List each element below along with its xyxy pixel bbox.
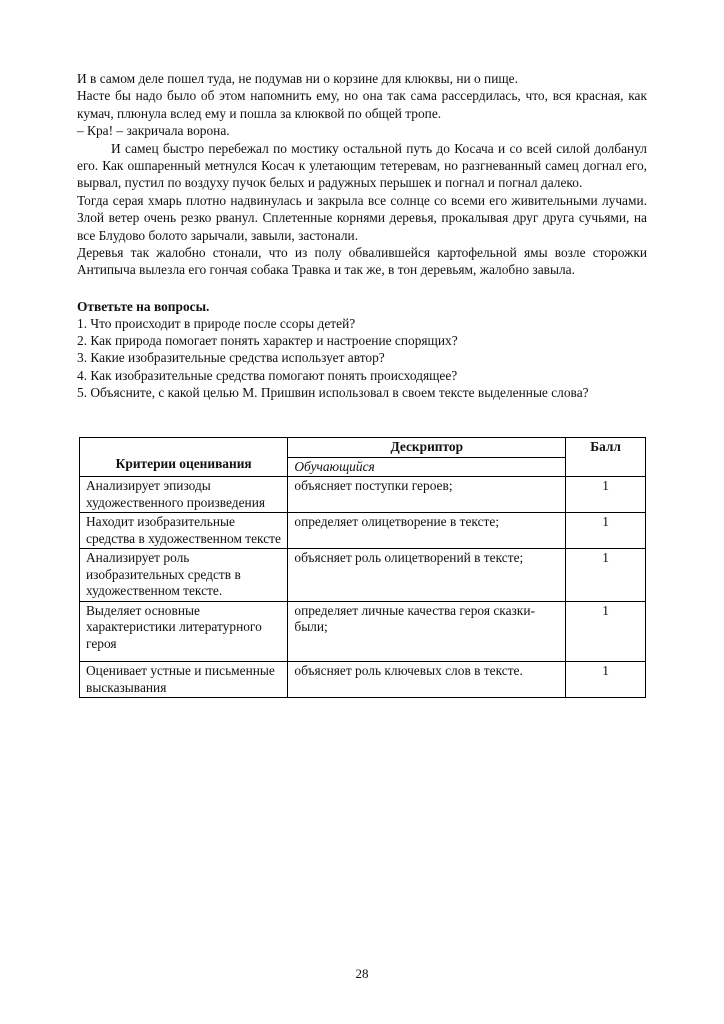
subheader-learner: Обучающийся (288, 457, 566, 477)
criterion-cell: Анализирует роль изобразительных средств в художественном тексте. (80, 549, 288, 602)
score-cell: 1 (566, 549, 646, 602)
descriptor-cell: объясняет поступки героев; (288, 477, 566, 513)
descriptor-cell: определяет личные качества героя сказки-были; (288, 601, 566, 662)
header-score: Балл (566, 438, 646, 477)
paragraph: И в самом деле пошел туда, не подумав ни о корзине для клюквы, ни о пище. (77, 71, 518, 86)
score-cell: 1 (566, 513, 646, 549)
score-cell: 1 (566, 601, 646, 662)
paragraph: И самец быстро перебежал по мостику остальной путь до Косача и со всей силой долбанул его. Как ошпаренный метнулся Косач к улетающим тетеревам, но разгневанный самец догнал его, вырвал, пустил по воздуху пучок белых и радужных перышек и погнал и погнал далеко. (77, 140, 647, 191)
question-item: 1. Что происходит в природе после ссоры детей? (77, 315, 356, 331)
score-cell: 1 (566, 477, 646, 513)
paragraph: Тогда серая хмарь плотно надвинулась и закрыла все солнце со всеми его живительными лучами. Злой ветер очень резко рванул. Сплетенные корнями деревья, прокалывая друг друга сучьями, на все Блудово болото зарычали, завыли, застонали. (77, 192, 647, 243)
table-row (80, 477, 646, 513)
criterion-cell: Находит изобразительные средства в художественном тексте (80, 513, 288, 549)
question-item: 4. Как изобразительные средства помогают понять происходящее? (77, 367, 458, 383)
table-row (80, 601, 646, 662)
page-number: 28 (355, 966, 369, 981)
document-body (77, 70, 647, 401)
question-item: 5. Объясните, с какой целью М. Пришвин использовал в своем тексте выделенные слова? (77, 385, 589, 401)
descriptor-cell: объясняет роль олицетворений в тексте; (288, 549, 566, 602)
table-row (80, 513, 646, 549)
table-header-row (80, 438, 646, 458)
descriptor-cell: объясняет роль ключевых слов в тексте. (288, 662, 566, 698)
descriptor-cell: определяет олицетворение в тексте; (288, 513, 566, 549)
table-row (80, 549, 646, 602)
questions-title: Ответьте на вопросы. (77, 298, 210, 314)
header-criteria: Критерии оценивания (80, 438, 288, 477)
criterion-cell: Анализирует эпизоды художественного произведения (80, 477, 288, 513)
score-cell: 1 (566, 662, 646, 698)
paragraph: Насте бы надо было об этом напомнить ему, но она так сама рассердилась, что, вся красная, как кумач, плюнула вслед ему и пошла за клюквой по общей тропе. (77, 88, 647, 121)
criterion-cell: Выделяет основные характеристики литературного героя (80, 601, 288, 662)
paragraph: – Кра! – закричала ворона. (77, 123, 230, 139)
question-item: 2. Как природа помогает понять характер и настроение спорящих? (77, 333, 458, 349)
header-descriptor: Дескриптор (288, 438, 566, 458)
question-item: 3. Какие изобразительные средства использует автор? (77, 350, 385, 366)
questions-section (77, 298, 647, 401)
criterion-cell: Оценивает устные и письменные высказывания (80, 662, 288, 698)
assessment-table (79, 437, 646, 698)
table-row (80, 662, 646, 698)
paragraph: Деревья так жалобно стонали, что из полу обвалившейся картофельной ямы возле сторожки Антипыча вылезла его гончая собака Травка и так же, в тон деревьям, жалобно завыла. (77, 245, 647, 278)
